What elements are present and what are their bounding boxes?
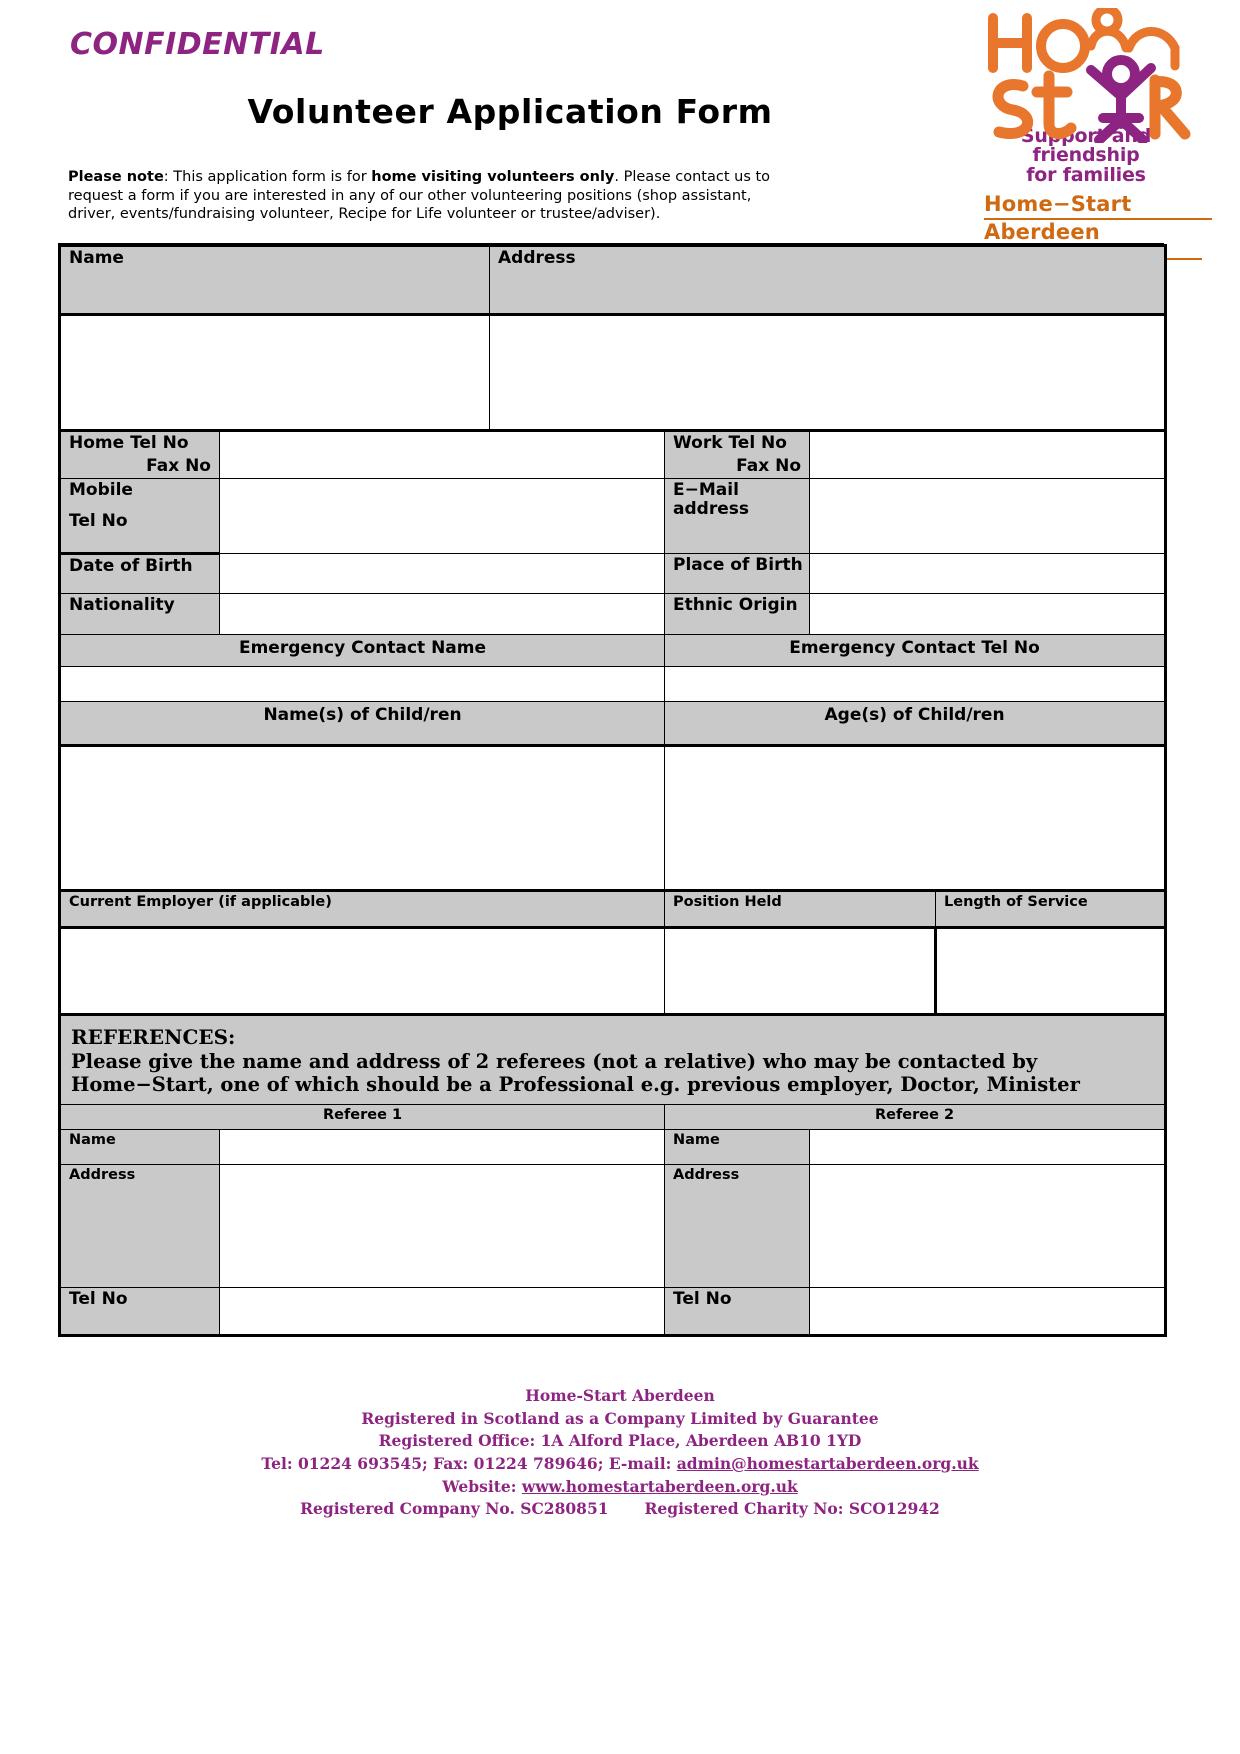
table-row [60, 315, 1166, 431]
table-row [60, 702, 1166, 746]
cell-children-ages-label [665, 702, 1166, 746]
logo-local-branch [970, 193, 1202, 244]
label-work-tel: Work Tel No [673, 433, 787, 454]
note-prefix: Please note [68, 169, 164, 185]
references-intro-block [60, 1015, 1166, 1105]
field-referee1-address-input[interactable] [220, 1164, 665, 1287]
cell-name-label [60, 246, 490, 270]
footer-office: Registered Office: 1A Alford Place, Aberdeen AB10 1YD [378, 1431, 862, 1451]
cell-pob-label [665, 554, 810, 594]
field-employer-input[interactable] [60, 928, 665, 1015]
field-emergency-name-input[interactable] [60, 667, 665, 702]
field-email-input[interactable] [810, 479, 1166, 554]
footer-registration: Registered in Scotland as a Company Limited by Guarantee [361, 1408, 879, 1428]
table-row [60, 479, 1166, 554]
cell-referee1-name-label [60, 1129, 220, 1164]
footer [0, 1385, 1240, 1521]
label-pob: Place of Birth [673, 555, 803, 576]
label-referee1-tel: Tel No [69, 1288, 128, 1309]
table-row [60, 594, 1166, 635]
cell-length-label [936, 891, 1166, 928]
table-row [60, 431, 1166, 479]
field-referee2-address-input[interactable] [810, 1164, 1166, 1287]
label-referee1-name: Name [69, 1131, 116, 1148]
field-address-input[interactable] [490, 315, 1166, 431]
field-name-input[interactable] [60, 315, 490, 431]
field-length-input[interactable] [936, 928, 1166, 1015]
cell-work-tel-label [665, 431, 810, 479]
field-home-tel-input[interactable] [220, 431, 665, 479]
field-referee1-tel-input[interactable] [220, 1287, 665, 1335]
label-home-tel: Home Tel No [69, 433, 189, 454]
note-bold-mid: home visiting volunteers only [371, 169, 615, 185]
logo-tagline-line2: for families [1026, 163, 1146, 186]
label-emergency-contact-name: Emergency Contact Name [238, 638, 487, 659]
table-row [60, 1104, 1166, 1129]
label-current-employer: Current Employer (if applicable) [69, 894, 332, 911]
label-length-of-service: Length of Service [944, 894, 1088, 911]
cell-ethnic-label [665, 594, 810, 635]
field-pob-input[interactable] [810, 554, 1166, 594]
footer-charity-no: Registered Charity No: SCO12942 [644, 1499, 940, 1519]
applicant-details-table [58, 244, 1167, 1337]
logo-local-line2: Aberdeen [984, 219, 1100, 244]
footer-org-name: Home-Start Aberdeen [525, 1386, 715, 1405]
label-referee2-name: Name [673, 1131, 720, 1148]
field-children-ages-input[interactable] [665, 746, 1166, 891]
field-ethnic-input[interactable] [810, 594, 1166, 635]
footer-contact-text: Tel: 01224 693545; Fax: 01224 789646; E-mail: [261, 1453, 677, 1473]
field-referee2-tel-input[interactable] [810, 1287, 1166, 1335]
cell-referee2-name-label [665, 1129, 810, 1164]
field-children-names-input[interactable] [60, 746, 665, 891]
cell-emergency-name-label [60, 635, 665, 667]
table-row [60, 635, 1166, 667]
cell-children-names-label [60, 702, 665, 746]
field-dob-input[interactable] [220, 554, 665, 594]
table-row [60, 1287, 1166, 1335]
table-row [60, 928, 1166, 1015]
logo-tagline-line1: Support and friendship [1020, 125, 1152, 167]
cell-referee2-header [665, 1104, 1166, 1129]
table-row [60, 746, 1166, 891]
footer-company-no: Registered Company No. SC280851 [300, 1499, 609, 1519]
field-referee2-name-input[interactable] [810, 1129, 1166, 1164]
cell-email-label [665, 479, 810, 554]
label-mobile: Mobile [69, 480, 133, 501]
label-work-fax: Fax No [736, 455, 802, 476]
footer-website-text: Website: [442, 1476, 522, 1496]
cell-employer-label [60, 891, 665, 928]
label-referee2-address: Address [673, 1166, 740, 1183]
table-row [60, 667, 1166, 702]
field-position-input[interactable] [665, 928, 936, 1015]
field-mobile-input[interactable] [220, 479, 665, 554]
label-position-held: Position Held [673, 894, 782, 911]
label-email: E−Mail address [673, 480, 749, 519]
references-line1: Please give the name and address of 2 referees (not a relative) who may be contacted by [71, 1049, 1038, 1073]
label-nationality: Nationality [69, 595, 175, 616]
cell-position-label [665, 891, 936, 928]
footer-website-line [0, 1476, 1240, 1499]
label-referee-2: Referee 2 [874, 1106, 955, 1123]
cell-name-header-filler[interactable] [60, 269, 490, 315]
cell-referee2-address-label [665, 1164, 810, 1287]
label-referee-1: Referee 1 [322, 1106, 403, 1123]
cell-home-tel-label [60, 431, 220, 479]
field-work-tel-input[interactable] [810, 431, 1166, 479]
cell-address-header-filler[interactable] [490, 269, 1166, 315]
field-nationality-input[interactable] [220, 594, 665, 635]
label-ethnic-origin: Ethnic Origin [673, 595, 798, 616]
references-intro [61, 1016, 1164, 1104]
form-table-wrapper [58, 243, 1164, 1337]
references-line2: Home−Start, one of which should be a Professional e.g. previous employer, Doctor, Minister [71, 1072, 1080, 1096]
cell-referee1-header [60, 1104, 665, 1129]
label-children-names: Name(s) of Child/ren [263, 705, 462, 726]
label-address: Address [498, 248, 576, 268]
cell-mobile-label [60, 479, 220, 554]
cell-referee1-address-label [60, 1164, 220, 1287]
note-rest: . Please contact us to request a form if you are interested in any of our other volunteering positions (shop assistant, driver, events/fundraising volunteer, Recipe for Life volunteer or trustee/adviser). [68, 169, 771, 223]
field-referee1-name-input[interactable] [220, 1129, 665, 1164]
cell-referee2-tel-label [665, 1287, 810, 1335]
footer-website-link[interactable]: www.homestartaberdeen.org.uk [521, 1476, 798, 1496]
footer-email-link[interactable]: admin@homestartaberdeen.org.uk [676, 1453, 979, 1473]
label-dob: Date of Birth [69, 556, 193, 577]
references-heading: REFERENCES: [71, 1025, 236, 1050]
field-emergency-tel-input[interactable] [665, 667, 1166, 702]
table-row [60, 1129, 1166, 1164]
cell-emergency-tel-label [665, 635, 1166, 667]
label-name: Name [69, 248, 124, 268]
table-row [60, 269, 1166, 315]
table-row [60, 1015, 1166, 1105]
label-emergency-contact-tel: Emergency Contact Tel No [789, 638, 1040, 659]
label-home-fax: Fax No [146, 455, 211, 476]
cell-dob-label [60, 554, 220, 594]
table-row [60, 1164, 1166, 1287]
label-referee2-tel: Tel No [673, 1288, 732, 1309]
table-row [60, 246, 1166, 270]
label-referee1-address: Address [69, 1166, 136, 1183]
table-row [60, 554, 1166, 594]
cell-referee1-tel-label [60, 1287, 220, 1335]
home-start-logo [970, 8, 1202, 244]
note-colon: : This application form is for [163, 169, 372, 185]
logo-local-line1: Home−Start [984, 192, 1132, 217]
home-start-logo-mark [979, 8, 1194, 143]
label-mobile-tel: Tel No [69, 510, 128, 531]
please-note-paragraph [68, 168, 788, 224]
home-start-logo-icon [979, 8, 1194, 143]
footer-contact-line [0, 1453, 1240, 1476]
label-children-ages: Age(s) of Child/ren [824, 705, 1005, 726]
page-title: Volunteer Application Form [247, 92, 773, 131]
confidential-label: CONFIDENTIAL [70, 27, 325, 62]
table-row [60, 891, 1166, 928]
cell-nationality-label [60, 594, 220, 635]
footer-numbers-line [0, 1498, 1240, 1521]
cell-address-label [490, 246, 1166, 270]
